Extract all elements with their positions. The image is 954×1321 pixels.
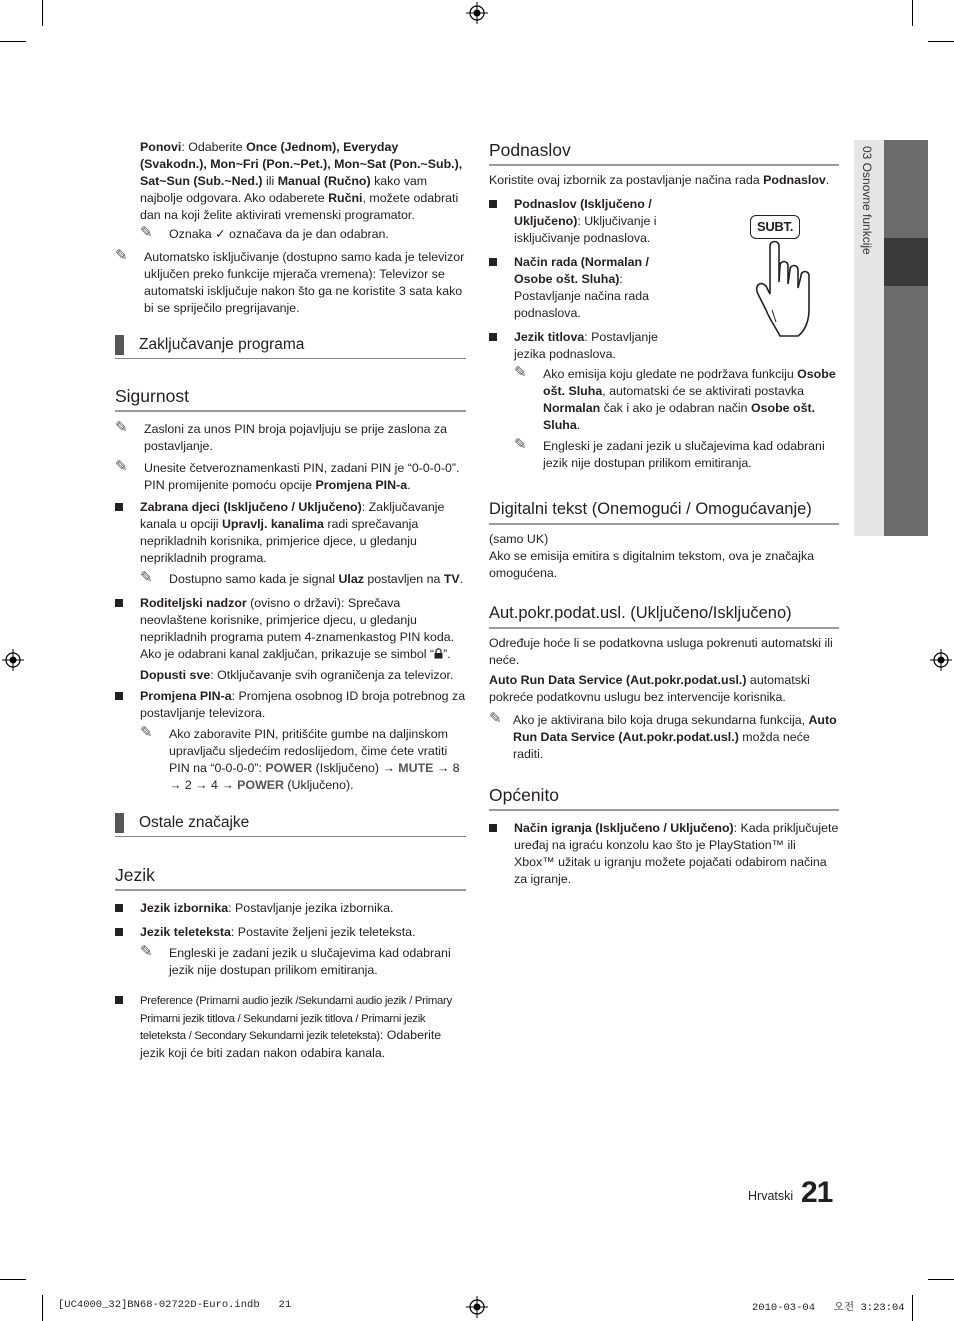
note-pencil-icon: ✎ xyxy=(140,224,153,241)
heading-security: Sigurnost xyxy=(115,385,466,412)
subtitle-note-2: ✎ Engleski je zadani jezik u slučajevima kad odabrani jezik nije dostupan prilikom emitiranja. xyxy=(514,436,825,470)
footer-date: 2010-03-04 오전 3:23:04 xyxy=(752,1302,905,1314)
section-heading-other: Ostale značajke xyxy=(115,813,466,837)
bullet-square-icon xyxy=(115,996,123,1004)
bullet-square-icon xyxy=(115,928,123,936)
registration-mark-icon xyxy=(2,649,24,671)
autorun-p2: Auto Run Data Service (Aut.pokr.podat.usl.) automatski pokreće podatkovnu uslugu bez intervencije korisnika. xyxy=(489,673,810,704)
list-item-change-pin: Promjena PIN-a: Promjena osobnog ID broja potrebnog za postavljanje televizora. xyxy=(115,688,466,722)
bullet-square-icon xyxy=(489,258,497,266)
note-pencil-icon: ✎ xyxy=(140,569,153,586)
note-pencil-icon: ✎ xyxy=(514,364,527,381)
checkmark-icon: ✓ xyxy=(215,227,226,241)
note-pencil-icon: ✎ xyxy=(115,458,128,475)
change-pin-note: ✎ Ako zaboravite PIN, pritišćite gumbe na daljinskom upravljaču sljedećim redoslijedom, čime ćete vratiti PIN na “0-0-0-0”: POWER (Isključeno) → MUTE → 8 → 2 → 4 → POWER (Uključeno). xyxy=(140,724,460,792)
security-note-1: ✎ Zasloni za unos PIN broja pojavljuju se prije zaslona za postavljanje. xyxy=(115,419,448,453)
child-lock-note: ✎ Dostupno samo kada je signal Ulaz postavljen na TV. xyxy=(140,569,464,586)
crop-mark xyxy=(42,0,43,26)
heading-general: Općenito xyxy=(489,784,839,811)
allow-all-paragraph: Dopusti sve: Otključavanje svih ograničenja za televizor. xyxy=(140,668,454,682)
registration-mark-icon xyxy=(930,649,952,671)
digital-text-line2: Ako se emisija emitira s digitalnim tekstom, ova je značajka omogućena. xyxy=(489,549,815,580)
note-pencil-icon: ✎ xyxy=(115,247,128,264)
list-item-parental: Roditeljski nadzor (ovisno o državi): Sprečava neovlaštene korisnike, primjerice djecu, u gledanju neprikladnih programa putem 4-znamenkastog PIN koda. Ako je odabrani kanal zaključan, prikazuje se simbol “ ”. xyxy=(115,595,466,663)
crop-mark xyxy=(0,41,26,42)
bullet-square-icon xyxy=(115,599,123,607)
list-item-menu-language: Jezik izbornika: Postavljanje jezika izbornika. xyxy=(115,900,466,917)
list-item-subtitle-onoff: Podnaslov (Isključeno / Uključeno): Uključivanje i isključivanje podnaslova. xyxy=(489,196,684,247)
subtitle-note-1: ✎ Ako emisija koju gledate ne podržava funkciju Osobe ošt. Sluha, automatski će se aktivirati postavka Normalan čak i ako je odabran način Osobe ošt. Sluha. xyxy=(514,364,836,432)
heading-autorun: Aut.pokr.podat.usl. (Uključeno/Isključeno) xyxy=(489,602,839,629)
ponovi-paragraph: Ponovi: Odaberite Once (Jednom), Everyday (Svakodn.), Mon~Fri (Pon.~Pet.), Mon~Sat (Pon.~Sub.), Sat~Sun (Sub.~Ned.) ili Manual (Ručno) kako vam najbolje odgovara. Ako odaberete Ručni, možete odabrati dan na koji želite aktivirati vremenski programator. ✎ Oznaka ✓ označava da je dan odabran. xyxy=(115,139,466,243)
subtitle-intro: Koristite ovaj izbornik za postavljanje načina rada Podnaslov. xyxy=(489,173,830,187)
subt-button: SUBT. xyxy=(750,215,800,239)
page-number: 21 xyxy=(801,1176,833,1209)
teletext-note: ✎ Engleski je zadani jezik u slučajevima kad odabrani jezik nije dostupan prilikom emitiranja. xyxy=(140,943,451,977)
lock-icon xyxy=(434,648,443,659)
section-heading-lock: Zaključavanje programa xyxy=(115,335,466,359)
bullet-square-icon xyxy=(115,904,123,912)
crop-mark xyxy=(928,1279,954,1280)
left-column xyxy=(115,139,466,1062)
registration-mark-icon xyxy=(466,1296,488,1318)
auto-off-note: ✎ Automatsko isključivanje (dostupno samo kada je televizor uključen preko funkcije mjerača vremena): Televizor se automatski isključuje nakon što ga ne koristite 3 sata kako bi se spriječilo pregrijavanje. xyxy=(115,247,465,315)
bullet-square-icon xyxy=(115,503,123,511)
list-item-child-lock: Zabrana djeci (Isključeno / Uključeno): Zaključavanje kanala u opciji Upravlj. kanalima radi sprečavanja neprikladnih korisnika, primjerice djece, u gledanju neprikladnih programa. xyxy=(115,499,466,567)
crop-mark xyxy=(0,1279,26,1280)
security-note-2: ✎ Unesite četveroznamenkasti PIN, zadani PIN je “0-0-0-0”. PIN promijenite pomoću opcije Promjena PIN-a. xyxy=(115,458,460,492)
heading-language: Jezik xyxy=(115,864,466,891)
bullet-square-icon xyxy=(489,200,497,208)
note-pencil-icon: ✎ xyxy=(514,436,527,453)
crop-mark xyxy=(928,41,954,42)
digital-text-line1: (samo UK) xyxy=(489,532,549,546)
heading-subtitle: Podnaslov xyxy=(489,139,839,166)
autorun-note: ✎ Ako je aktivirana bilo koja druga sekundarna funkcija, Auto Run Data Service (Aut.pokr.podat.usl.) možda neće raditi. xyxy=(489,710,837,761)
chapter-tab-dark xyxy=(884,140,928,536)
list-item-subtitle-mode: Način rada (Normalan / Osobe ošt. Sluha): Postavljanje načina rada podnaslova. xyxy=(489,254,684,322)
crop-mark xyxy=(912,0,913,26)
chapter-tab-marker xyxy=(884,238,928,286)
heading-digital-text: Digitalni tekst (Onemogući / Omogućavanje) xyxy=(489,498,839,525)
registration-mark-icon xyxy=(466,2,488,24)
crop-mark xyxy=(42,1295,43,1321)
note-pencil-icon: ✎ xyxy=(115,419,128,436)
note-pencil-icon: ✎ xyxy=(140,724,153,741)
list-item-preference: Preference (Primarni audio jezik /Sekundarni audio jezik / Primary Primarni jezik titlova / Sekundarni jezik titlova / Primarni jezik teleteksta / Secondary Sekundarni jezik teleteksta): Odaberite jezik koji će biti zadan nakon odabira kanala. xyxy=(115,992,466,1062)
footer-file-name: [UC4000_32]BN68-02722D-Euro.indb 21 xyxy=(58,1299,292,1311)
footer-language: Hrvatski xyxy=(748,1189,794,1203)
chapter-label: 03 Osnovne funkcije xyxy=(860,146,874,255)
note-pencil-icon: ✎ xyxy=(140,943,153,960)
list-item-subtitle-language: Jezik titlova: Postavljanje jezika podnaslova. xyxy=(489,329,684,363)
note-pencil-icon: ✎ xyxy=(489,710,502,727)
bullet-square-icon xyxy=(115,692,123,700)
subt-button-illustration xyxy=(746,210,830,338)
bullet-square-icon xyxy=(489,333,497,341)
list-item-teletext-language: Jezik teleteksta: Postavite željeni jezik teleteksta. xyxy=(115,924,466,941)
ponovi-note: ✎ Oznaka ✓ označava da je dan odabran. xyxy=(140,224,389,241)
crop-mark xyxy=(912,1295,913,1321)
bullet-square-icon xyxy=(489,824,497,832)
autorun-p1: Određuje hoće li se podatkovna usluga pokrenuti automatski ili neće. xyxy=(489,636,833,667)
list-item-game-mode: Način igranja (Isključeno / Uključeno): Kada priključujete uređaj na igraću konzolu kao što je PlayStation™ ili Xbox™ užitak u igranju možete pojačati odabirom načina za igranje. xyxy=(489,820,839,888)
